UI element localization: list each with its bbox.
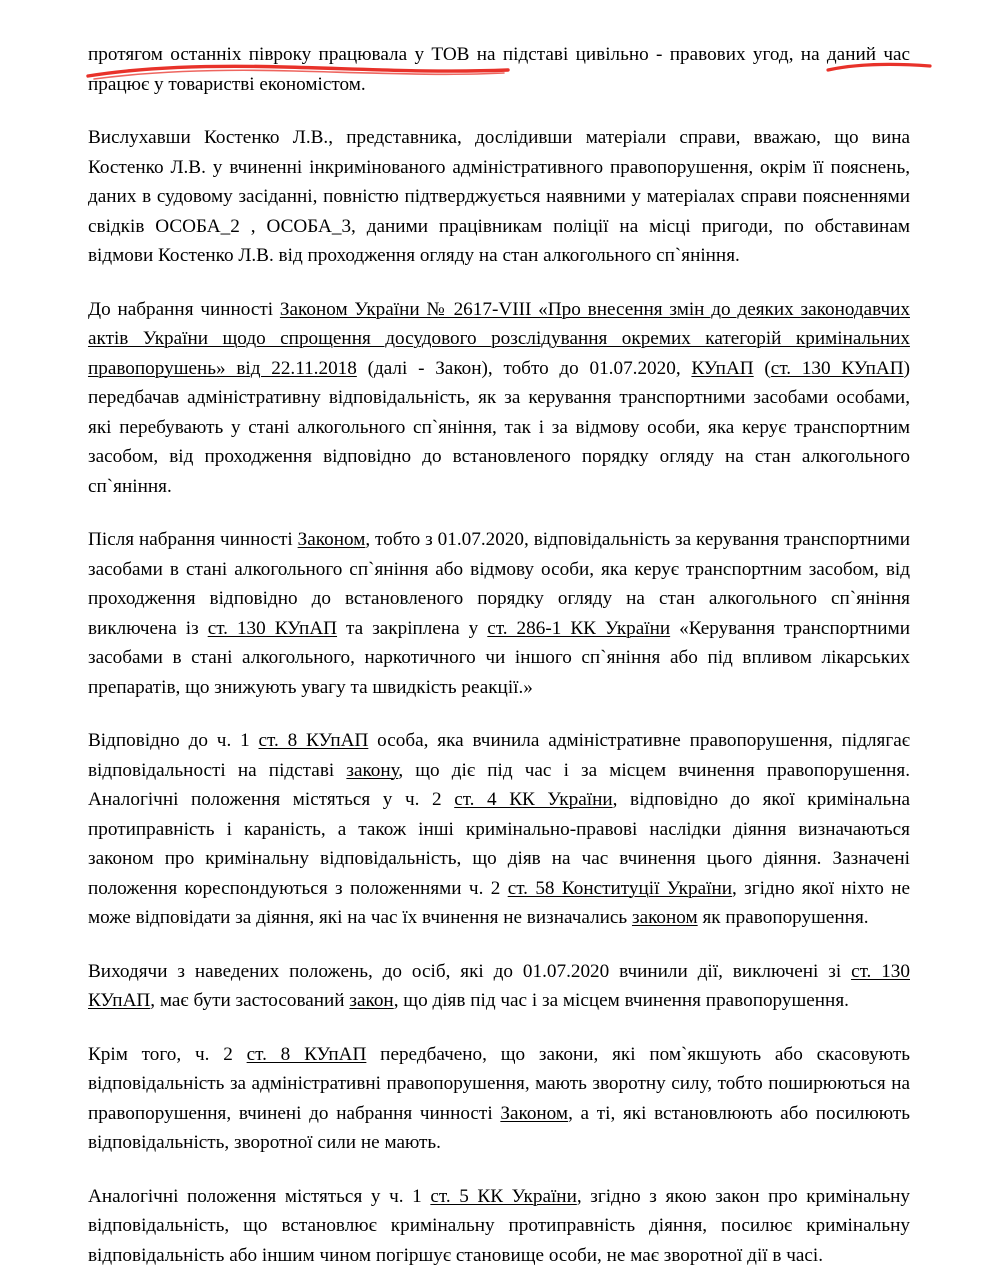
text-run: особа, яка вчинила адміністративне правопорушення, підлягає відповідальності на підставі [88, 730, 910, 781]
legal-reference: Законом [500, 1102, 569, 1124]
text-run: ( [753, 357, 771, 379]
legal-reference: ст. 5 КК України [430, 1185, 577, 1207]
paragraph-2: Вислухавши Костенко Л.В., представника, дослідивши матеріали справи, вважаю, що вина Костенко Л.В. у вчиненні інкримінованого адміністративного правопорушення, окрім її пояснень, даних в судовому засіданні, повністю підтверджується наявними у матеріалах справи поясненнями свідків ОСОБА_2 , ОСОБА_3, даними працівникам поліції на місці пригоди, по обставинам відмови Костенко Л.В. від проходження огляду на стан алкогольного сп`яніння. [88, 127, 910, 266]
legal-reference: ст. 8 КУпАП [258, 730, 369, 751]
text-run: , що діє під час і за місцем вчинення правопорушення. Аналогічні положення містяться у ч. 2 [88, 759, 910, 810]
text-run: Аналогічні положення містяться у ч. 1 [88, 1185, 431, 1207]
text-run: , згідно якої ніхто не може відповідати за діяння, які на час їх вчинення не визначались [88, 877, 910, 928]
text-run: Виходячи з наведених положень, до осіб, які до 01.07.2020 вчинили дії, виключені зі [88, 960, 852, 982]
paragraph-1: протягом останніх півроку працювала у ТОВ на підставі цивільно - правових угод, на даний час працює у товаристві економістом. [88, 44, 910, 95]
paragraph-7 [88, 1040, 910, 1158]
legal-reference: закону [346, 759, 399, 781]
text-run: Крім того, ч. 2 [88, 1043, 247, 1065]
paragraph-5 [88, 726, 910, 933]
paragraph-3 [88, 295, 910, 502]
text-run: як правопорушення. [697, 907, 869, 928]
paragraph-6 [88, 957, 910, 1016]
text-run: Відповідно до ч. 1 [88, 730, 259, 751]
text-run: , тобто з 01.07.2020, відповідальність за керування транспортними засобами в стані алкогольного сп`яніння або відмову особи, яка керує транспортним засобом, від проходження відповідно до встановленого порядку огляду на стан алкогольного сп`яніння виключена із [88, 529, 910, 639]
text-run: (далі - Закон), тобто до 01.07.2020, [356, 357, 692, 379]
text-run: Після набрання чинності [88, 529, 298, 550]
text-run: ) передбачав адміністративну відповідальність, як за керування транспортними засобами особами, які перебувають у стані алкогольного сп`яніння, так і за відмову особи, яка керує транспортним засобом, від проходження відповідно до встановленого порядку огляду на стан алкогольного сп`яніння. [88, 357, 910, 497]
paragraph-4 [88, 525, 910, 702]
text-run: , згідно з якою закон про кримінальну відповідальність, що встановлює кримінальну протиправність діяння, посилює кримінальну відповідальність або іншим чином погіршує становище особи, не має зворотної дії в часі. [88, 1185, 910, 1266]
text-run: , а ті, які встановлюють або посилюють відповідальність, зворотної сили не мають. [88, 1102, 910, 1153]
legal-reference: ст. 8 КУпАП [246, 1043, 367, 1065]
legal-reference: Законом України № 2617-VIII «Про внесення змін до деяких законодавчих актів України щодо спрощення досудового розслідування окремих категорій кримінальних правопорушень» від 22.11.2018 [88, 298, 910, 379]
text-run: , має бути застосований [150, 990, 350, 1011]
text-run: , що діяв під час і за місцем вчинення правопорушення. [393, 990, 849, 1011]
legal-reference: КУпАП [691, 357, 754, 379]
legal-reference: ст. 58 Конституції України [507, 877, 732, 899]
paragraph-8 [88, 1182, 910, 1271]
legal-reference: Законом [297, 529, 366, 550]
legal-reference: ст. 130 КУпАП [207, 617, 338, 639]
legal-reference: ст. 4 КК України [454, 789, 613, 810]
text-run: , відповідно до якої кримінальна протиправність і караність, а також інші кримінально-правові наслідки діяння визначаються законом про кримінальну відповідальність, що діяв на час вчинення цього діяння. Зазначені положення кореспондуються з положеннями ч. 2 [88, 789, 910, 899]
legal-reference: ст. 130 КУпАП [770, 357, 904, 379]
text-run: передбачено, що закони, які пом`якшують або скасовують відповідальність за адміністративні правопорушення, мають зворотну силу, тобто поширюються на правопорушення, вчинені до набрання чинності [88, 1043, 910, 1124]
text-run: До набрання чинності [88, 298, 280, 320]
document-body [88, 40, 910, 1270]
legal-reference: законом [631, 907, 698, 928]
legal-reference: ст. 286-1 КК України [487, 617, 671, 639]
legal-reference: закон [349, 990, 394, 1011]
text-run: «Керування транспортними засобами в стані алкогольного, наркотичного чи іншого сп`яніння або під впливом лікарських препаратів, що знижують увагу та швидкість реакції.» [88, 617, 910, 698]
text-run: та закріплена у [337, 617, 488, 639]
legal-reference: ст. 130 КУпАП [88, 960, 910, 1011]
